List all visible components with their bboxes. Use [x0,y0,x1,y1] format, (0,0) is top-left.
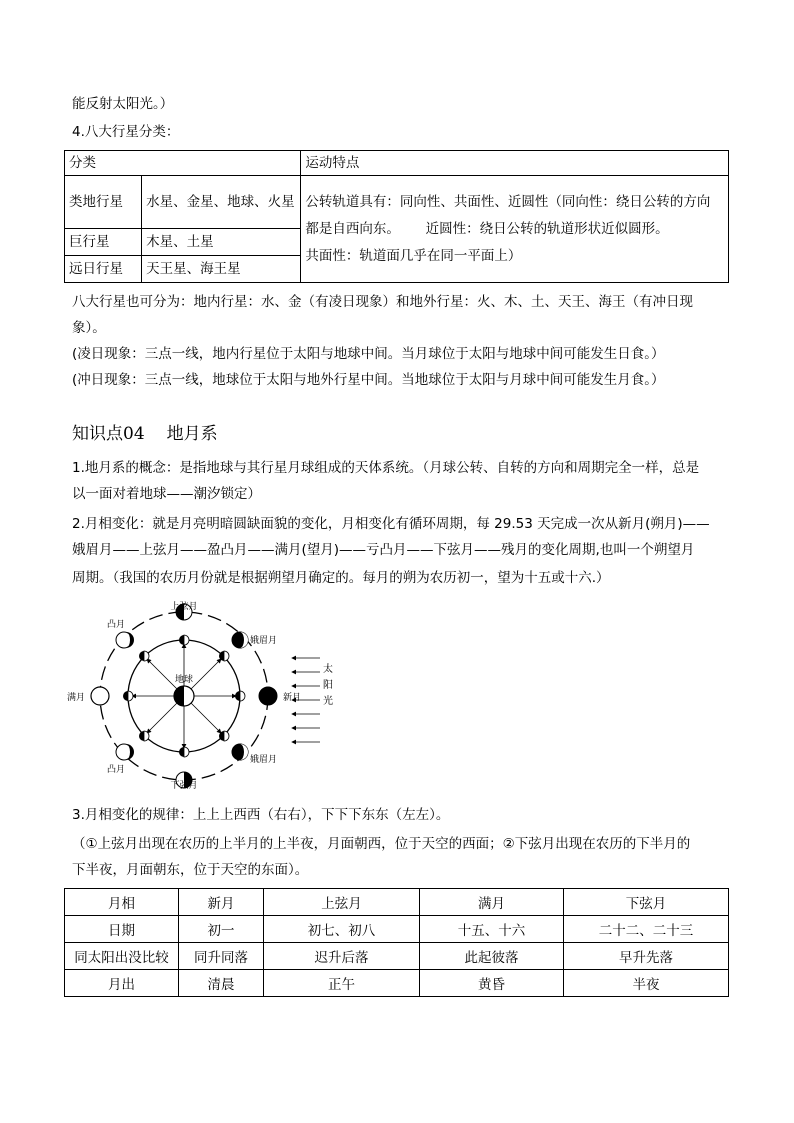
table-header-cell: 运动特点 [301,151,729,176]
table-cell: 天王星、海王星 [142,256,301,283]
table-cell: 类地行星 [65,176,142,229]
moon-phase-rule: 3.月相变化的规律：上上上西西（右右），下下下东东（左左）。 [72,807,450,823]
label-last-quarter: 下弦月 [170,781,198,791]
moon-phase-paragraph: 娥眉月——上弦月——盈凸月——满月(望月)——亏凸月——下弦月——残月的变化周期,也叫一个朔望月 [72,542,695,558]
label-gibbous-bottom: 凸月 [106,765,126,775]
new-moon-icon [259,687,277,705]
label-crescent-top: 娥眉月 [250,636,278,646]
table-cell: 同升同落 [179,943,264,970]
table-cell: 正午 [264,970,420,997]
earth-shadow [174,686,184,706]
table-row [65,151,729,176]
section-heading [72,422,240,446]
table-row [65,176,729,229]
table-cell: 十五、十六 [420,916,564,943]
table-cell: 初一 [179,916,264,943]
moon-phase-paragraph: 周期。（我国的农历月份就是根据朔望月确定的。每月的朔为农历初一，望为十五或十六.） [72,570,610,586]
moon-phase-paragraph: 2.月相变化：就是月亮明暗圆缺面貌的变化，月相变化有循环周期，每 29.53 天完成一次从新月(朔月)—— [72,516,710,532]
table-cell: 半夜 [564,970,729,997]
table-cell: 远日行星 [65,256,142,283]
moon-phase-explanation: 下半夜，月面朝东，位于天空的东面）。 [72,862,309,878]
section-number: 知识点04 [72,424,145,444]
earth-moon-definition: 以一面对着地球——潮汐锁定） [72,486,261,502]
crescent-bottom-icon [232,744,248,760]
label-sunlight-2: 阳 [323,680,333,691]
sunlight-arrows [292,658,320,742]
table-row [65,943,729,970]
table-cell: 木星、土星 [142,229,301,256]
table-cell: 新月 [179,889,264,916]
motion-line: 共面性：轨道面几乎在同一平面上） [305,247,522,264]
table-cell: 黄昏 [420,970,564,997]
table-row [65,916,729,943]
table-cell: 日期 [65,916,179,943]
table-cell: 二十二、二十三 [564,916,729,943]
opposition-note: (冲日现象：三点一线，地球位于太阳与地外行星中间。当地球位于太阳与月球中间可能发生月食。） [72,372,665,388]
table-cell: 上弦月 [264,889,420,916]
moon-phase-svg [66,602,340,791]
label-sunlight-1: 太 [323,664,333,675]
earth-label: 地球 [174,675,194,685]
full-moon-icon [91,687,109,705]
table-cell: 水星、金星、地球、火星 [142,176,301,229]
waxing-gibbous-top-icon [116,632,134,648]
motion-line: 都是自西向东。 近圆性：绕日公转的轨道形状近似圆形。 [305,220,669,237]
label-sunlight-3: 光 [323,696,333,707]
table-row [65,970,729,997]
inner-outer-planets-line: 象）。 [72,320,106,336]
table-cell: 巨行星 [65,229,142,256]
moon-phase-diagram [66,602,340,791]
table-header-cell: 分类 [65,151,301,176]
label-new-moon: 新月 [283,693,302,703]
table-cell: 下弦月 [564,889,729,916]
table-cell: 同太阳出没比较 [65,943,179,970]
gibbous-bottom-icon [116,744,134,760]
paragraph-continuation: 能反射太阳光。） [72,96,174,112]
label-crescent-bottom: 娥眉月 [250,755,278,765]
motion-characteristics-cell [301,176,729,283]
motion-line: 公转轨道具有：同向性、共面性、近圆性（同向性：绕日公转的方向 [305,193,711,210]
moon-phase-table [64,888,729,997]
table-cell: 早升先落 [564,943,729,970]
inner-outer-planets-line: 八大行星也可分为：地内行星：水、金（有凌日现象）和地外行星：火、木、土、天王、海王（有冲日现 [72,294,693,310]
planet-classification-heading: 4.八大行星分类： [72,124,180,140]
table-cell: 迟升后落 [264,943,420,970]
moon-phase-explanation: （①上弦月出现在农历的上半月的上半夜，月面朝西，位于天空的西面；②下弦月出现在农历的下半月的 [72,836,691,852]
label-gibbous-top: 凸月 [106,620,126,630]
table-cell: 满月 [420,889,564,916]
crescent-top-icon [232,632,248,648]
label-first-quarter: 上弦月 [170,602,198,612]
table-cell: 月相 [65,889,179,916]
table-cell: 初七、初八 [264,916,420,943]
transit-note: (凌日现象：三点一线，地内行星位于太阳与地球中间。当月球位于太阳与地球中间可能发生日食。） [72,346,665,362]
table-cell: 清晨 [179,970,264,997]
planet-classification-table [64,150,729,283]
table-cell: 此起彼落 [420,943,564,970]
label-full-moon: 满月 [66,693,86,703]
earth-moon-definition: 1.地月系的概念：是指地球与其行星月球组成的天体系统。（月球公转、自转的方向和周期完全一样，总是 [72,460,700,476]
table-cell: 月出 [65,970,179,997]
section-title: 地月系 [166,424,218,444]
table-row [65,889,729,916]
